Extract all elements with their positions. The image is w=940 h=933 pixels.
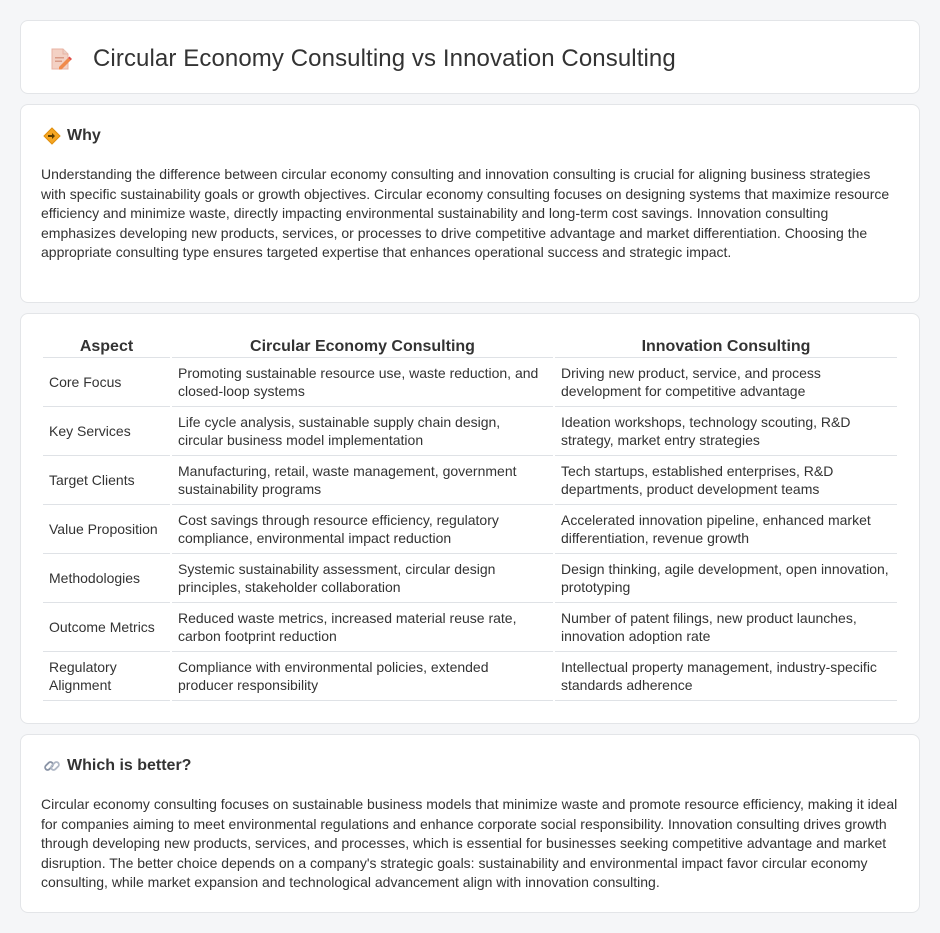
innovation-cell: Ideation workshops, technology scouting, R&D strategy, market entry strategies <box>555 407 897 456</box>
table-row <box>43 652 897 701</box>
title-card <box>20 20 920 94</box>
title-row <box>47 45 676 73</box>
table-row <box>43 456 897 505</box>
innovation-cell: Design thinking, agile development, open innovation, prototyping <box>555 554 897 603</box>
circular-cell: Cost savings through resource efficiency, regulatory compliance, environmental impact reduction <box>172 505 553 554</box>
why-title: Why <box>67 127 101 144</box>
circular-cell: Life cycle analysis, sustainable supply chain design, circular business model implementation <box>172 407 553 456</box>
better-title: Which is better? <box>67 757 192 774</box>
why-text: Understanding the difference between circular economy consulting and innovation consulting is crucial for aligning business strategies with specific sustainability goals or growth objectives. Circular economy consulting focuses on designing systems that maximize resource efficiency and minimize waste, directly impacting environmental sustainability and long-term cost savings. Innovation consulting emphasizes developing new products, services, or processes to drive competitive advantage and market differentiation. Choosing the appropriate consulting type ensures targeted expertise that enhances operational success and strategic impact. <box>41 166 890 260</box>
aspect-cell: Value Proposition <box>43 505 170 554</box>
which-better-section <box>20 734 920 913</box>
aspect-cell: Key Services <box>43 407 170 456</box>
circular-cell: Systemic sustainability assessment, circular design principles, stakeholder collaboration <box>172 554 553 603</box>
table-row <box>43 407 897 456</box>
circular-cell: Compliance with environmental policies, extended producer responsibility <box>172 652 553 701</box>
aspect-cell: Target Clients <box>43 456 170 505</box>
circular-cell: Manufacturing, retail, waste management, government sustainability programs <box>172 456 553 505</box>
innovation-cell: Accelerated innovation pipeline, enhanced market differentiation, revenue growth <box>555 505 897 554</box>
table-row <box>43 358 897 407</box>
comparison-table <box>41 334 899 701</box>
diamond-sign-icon <box>43 127 61 145</box>
better-text: Circular economy consulting focuses on sustainable business models that minimize waste and promote resource efficiency, making it ideal for companies aiming to meet environmental regulations and enhance corporate social responsibility. Innovation consulting drives growth through developing new products, services, and processes, which is essential for businesses seeking competitive advantage and market disruption. The better choice depends on a company's strategic goals: sustainability and environmental impact favor circular economy consulting, while market expansion and technological advancement align with innovation consulting. <box>41 796 898 890</box>
why-section <box>20 104 920 303</box>
circular-cell: Promoting sustainable resource use, waste reduction, and closed-loop systems <box>172 358 553 407</box>
aspect-cell: Core Focus <box>43 358 170 407</box>
link-icon <box>43 757 61 775</box>
header-aspect: Aspect <box>43 334 170 358</box>
header-circular: Circular Economy Consulting <box>172 334 553 358</box>
innovation-cell: Number of patent filings, new product launches, innovation adoption rate <box>555 603 897 652</box>
why-header <box>43 127 101 145</box>
circular-cell: Reduced waste metrics, increased material reuse rate, carbon footprint reduction <box>172 603 553 652</box>
table-row <box>43 554 897 603</box>
better-header <box>43 757 191 775</box>
comparison-section <box>20 313 920 724</box>
table-row <box>43 505 897 554</box>
header-innovation: Innovation Consulting <box>555 334 897 358</box>
aspect-cell: Regulatory Alignment <box>43 652 170 701</box>
page-title: Circular Economy Consulting vs Innovation Consulting <box>93 45 676 72</box>
innovation-cell: Intellectual property management, industry-specific standards adherence <box>555 652 897 701</box>
aspect-cell: Methodologies <box>43 554 170 603</box>
table-header-row <box>43 334 897 358</box>
aspect-cell: Outcome Metrics <box>43 603 170 652</box>
document-pencil-icon <box>47 46 73 72</box>
table-row <box>43 603 897 652</box>
innovation-cell: Tech startups, established enterprises, R&D departments, product development teams <box>555 456 897 505</box>
innovation-cell: Driving new product, service, and process development for competitive advantage <box>555 358 897 407</box>
